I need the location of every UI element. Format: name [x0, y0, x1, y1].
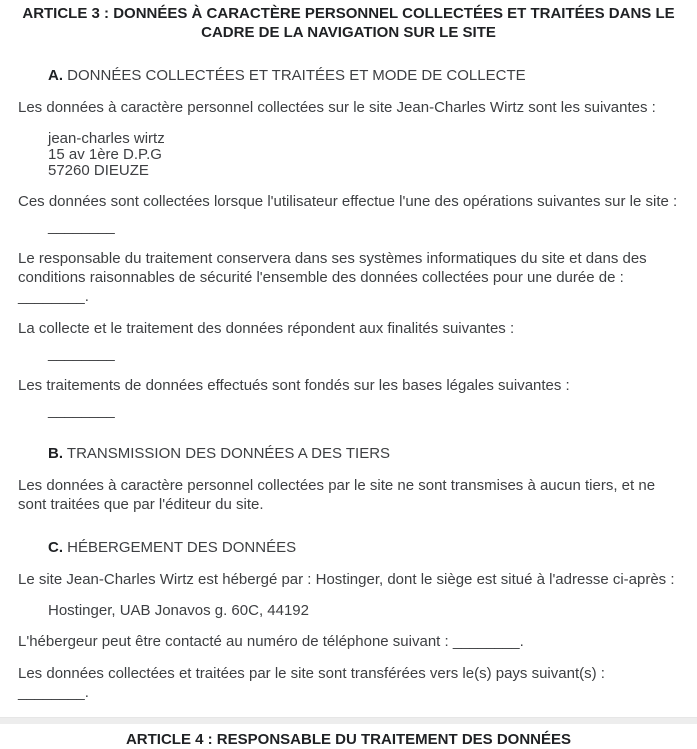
paragraph-no-third-party: Les données à caractère personnel collectées par le site ne sont transmises à aucun tiers, et ne sont traitées que par l'éditeur du site.: [18, 477, 656, 513]
article-3-title: ARTICLE 3 : DONNÉES À CARACTÈRE PERSONNEL COLLECTÉES ET TRAITÉES DANS LE CADRE DE LA NAVIGATION SUR LE SITE: [22, 5, 675, 41]
section-c-title: HÉBERGEMENT DES DONNÉES: [67, 539, 297, 556]
paragraph-legal-bases: Les traitements de données effectués sont fondés sur les bases légales suivantes :: [18, 377, 570, 394]
section-b-heading: [48, 444, 679, 463]
owner-address-street: 15 av 1ère D.P.G: [48, 146, 162, 163]
page-edge-strip: [0, 717, 697, 724]
section-b-title: TRANSMISSION DES DONNÉES A DES TIERS: [66, 445, 391, 462]
section-c-letter: C.: [48, 539, 63, 556]
section-a-letter: A.: [48, 67, 63, 84]
paragraph-transfer-countries: Les données collectées et traitées par le site sont transférées vers le(s) pays suivant(s) : ________.: [18, 665, 605, 701]
section-a-title: DONNÉES COLLECTÉES ET TRAITÉES ET MODE DE COLLECTE: [67, 67, 526, 84]
blank-line-legal-bases: ________: [48, 402, 115, 419]
section-a-heading: [48, 66, 679, 85]
blank-line-operations: ________: [48, 218, 115, 235]
host-address-line: Hostinger, UAB Jonavos g. 60C, 44192: [48, 602, 309, 619]
paragraph-hosting-intro: Le site Jean-Charles Wirtz est hébergé par : Hostinger, dont le siège est situé à l'adresse ci-après :: [18, 571, 675, 588]
article-4-title: ARTICLE 4 : RESPONSABLE DU TRAITEMENT DES DONNÉES: [125, 731, 572, 748]
section-b-letter: B.: [48, 445, 63, 462]
owner-address-city: 57260 DIEUZE: [48, 162, 149, 179]
blank-line-purposes: ________: [48, 345, 115, 362]
host-address-block: [48, 603, 679, 619]
paragraph-host-phone: L'hébergeur peut être contacté au numéro de téléphone suivant : ________.: [18, 633, 524, 650]
paragraph-purposes: La collecte et le traitement des données répondent aux finalités suivantes :: [18, 320, 515, 337]
paragraph-retention: Le responsable du traitement conservera dans ses systèmes informatiques du site et dans des conditions raisonnables de sécurité l'ensemble des données collectées pour une durée de : ________.: [18, 250, 647, 305]
section-c-heading: [48, 538, 679, 557]
paragraph-collection-operations: Ces données sont collectées lorsque l'utilisateur effectue l'une des opérations suivantes sur le site :: [18, 193, 678, 210]
paragraph-collected-intro: Les données à caractère personnel collectées sur le site Jean-Charles Wirtz sont les suivantes :: [18, 99, 656, 116]
owner-address-block: [48, 131, 679, 179]
owner-address-name: jean-charles wirtz: [48, 130, 165, 147]
